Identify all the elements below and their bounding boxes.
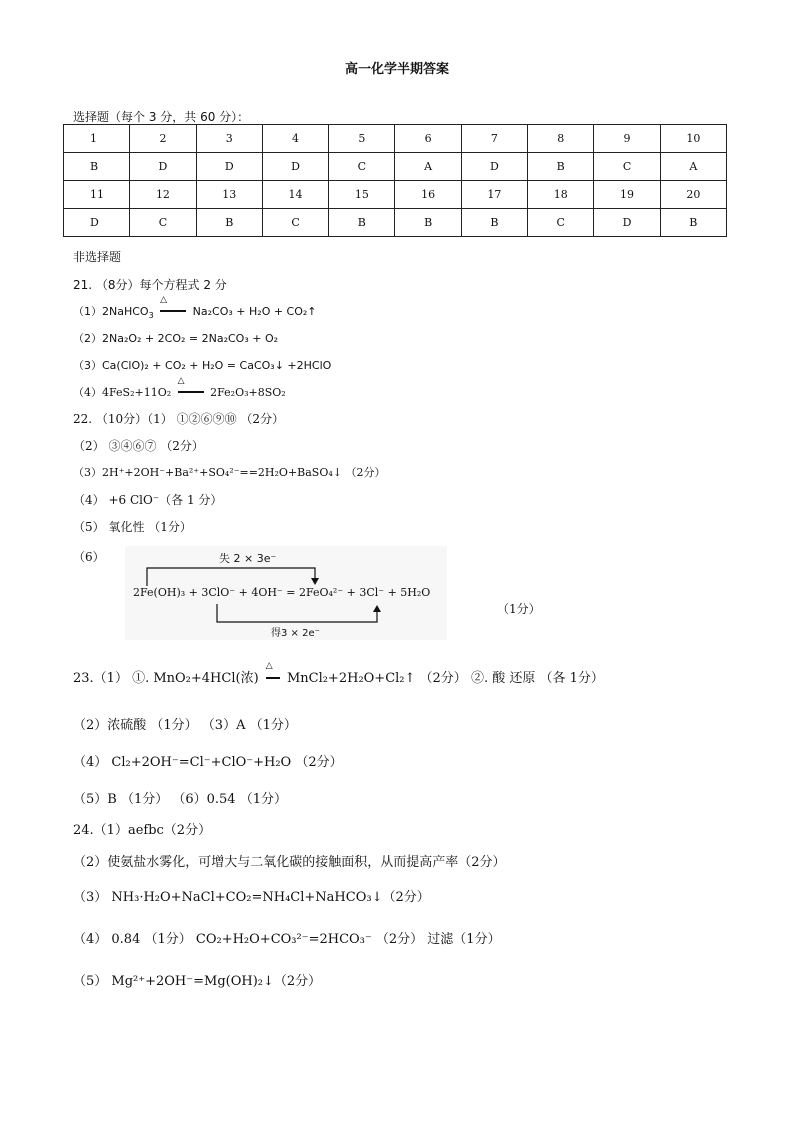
q24-line1: 24.（1）aefbc（2分） [73,823,212,838]
q22-line5: （5） 氧化性 （1分） [73,520,192,534]
nonchoice-heading: 非选择题 [73,250,122,264]
table-cell: 11 [64,181,130,209]
table-cell: D [196,153,262,181]
q21-line4-left: （4）4FeS₂+11O₂ [73,386,172,399]
q23-line1-left: 23.（1） ①. MnO₂+4HCl(浓) [73,671,259,686]
heat-sign-icon [175,386,207,399]
q22-line4: （4） +6 ClO⁻（各 1 分） [73,493,223,507]
table-cell: C [528,209,594,237]
table-cell: 17 [461,181,527,209]
table-cell: 15 [329,181,395,209]
table-cell: 14 [262,181,328,209]
table-cell: D [461,153,527,181]
q22-line6-score: （1分） [497,602,541,616]
table-cell: 7 [461,125,527,153]
q23-line1-right: MnCl₂+2H₂O+Cl₂↑ （2分） ②. 酸 还原 （各 1分） [286,671,604,686]
table-cell: 9 [594,125,660,153]
q21-line1-right: Na₂CO₃ + H₂O + CO₂↑ [192,305,317,318]
q21-line4 [73,384,286,400]
electron-transfer-diagram [125,546,447,640]
q23-line1 [73,667,604,686]
q21-heading: 21. （8分）每个方程式 2 分 [73,278,227,292]
diagram-equation: 2Fe(OH)₃ + 3ClO⁻ + 4OH⁻ = 2FeO₄²⁻ + 3Cl⁻ + 5H₂O [133,586,431,599]
table-row [64,209,727,237]
table-cell: 4 [262,125,328,153]
table-cell: 13 [196,181,262,209]
q22-line2: （2） ③④⑥⑦ （2分） [73,439,204,453]
q24-line4: （4） 0.84 （1分） CO₂+H₂O+CO₃²⁻=2HCO₃⁻ （2分） 过滤（1分） [73,932,501,947]
table-row [64,153,727,181]
q21-line2: （2）2Na₂O₂ + 2CO₂ = 2Na₂CO₃ + O₂ [73,332,279,345]
diagram-gain-label: 得3 × 2e⁻ [271,628,320,639]
q23-line4: （5）B （1分） （6）0.54 （1分） [73,792,287,807]
answer-table [63,124,727,237]
table-cell: 8 [528,125,594,153]
table-cell: B [660,209,726,237]
table-cell: D [64,209,130,237]
q21-line1-left: （1）2NaHCO [73,305,149,318]
q24-line3: （3） NH₃·H₂O+NaCl+CO₂=NH₄Cl+NaHCO₃↓（2分） [73,890,430,905]
table-cell: C [329,153,395,181]
table-cell: A [395,153,461,181]
table-cell: 6 [395,125,461,153]
table-cell: 2 [130,125,196,153]
table-cell: 19 [594,181,660,209]
heat-sign-icon [157,305,189,318]
heat-sign-icon [263,671,283,686]
table-row [64,181,727,209]
q21-line3: （3）Ca(ClO)₂ + CO₂ + H₂O = CaCO₃↓ +2HClO [73,359,332,372]
table-cell: C [594,153,660,181]
table-cell: B [528,153,594,181]
table-cell: 16 [395,181,461,209]
q23-line3: （4） Cl₂+2OH⁻=Cl⁻+ClO⁻+H₂O （2分） [73,755,343,770]
table-cell: 18 [528,181,594,209]
table-cell: 20 [660,181,726,209]
q22-line6: （6） [73,550,105,564]
table-cell: B [64,153,130,181]
table-cell: C [130,209,196,237]
table-cell: A [660,153,726,181]
q23-line2: （2）浓硫酸 （1分） （3）A （1分） [73,718,297,733]
q22-line3: （3）2H⁺+2OH⁻+Ba²⁺+SO₄²⁻==2H₂O+BaSO₄↓ （2分） [73,466,386,479]
q24-line2: （2）使氨盐水雾化，可增大与二氧化碳的接触面积，从而提高产率（2分） [73,855,506,870]
table-cell: 5 [329,125,395,153]
table-cell: B [461,209,527,237]
table-cell: D [594,209,660,237]
table-cell: B [329,209,395,237]
table-cell: D [130,153,196,181]
q22-line1: 22. （10分）（1） ①②⑥⑨⑩ （2分） [73,412,285,426]
table-cell: B [196,209,262,237]
page-title: 高一化学半期答案 [344,62,449,77]
table-cell: C [262,209,328,237]
table-cell: 1 [64,125,130,153]
table-cell: 12 [130,181,196,209]
table-cell: 3 [196,125,262,153]
diagram-lose-label: 失 2 × 3e⁻ [219,552,277,565]
table-row [64,125,727,153]
table-cell: D [262,153,328,181]
choice-heading: 选择题（每个 3 分，共 60 分）： [73,110,250,124]
table-cell: 10 [660,125,726,153]
q21-line4-right: 2Fe₂O₃+8SO₂ [210,386,286,399]
q24-line5: （5） Mg²⁺+2OH⁻=Mg(OH)₂↓（2分） [73,974,322,989]
q21-line1: （1）2NaHCO$_3$ △ Na₂CO₃ + H₂O + CO₂↑ [73,303,317,320]
table-cell: B [395,209,461,237]
